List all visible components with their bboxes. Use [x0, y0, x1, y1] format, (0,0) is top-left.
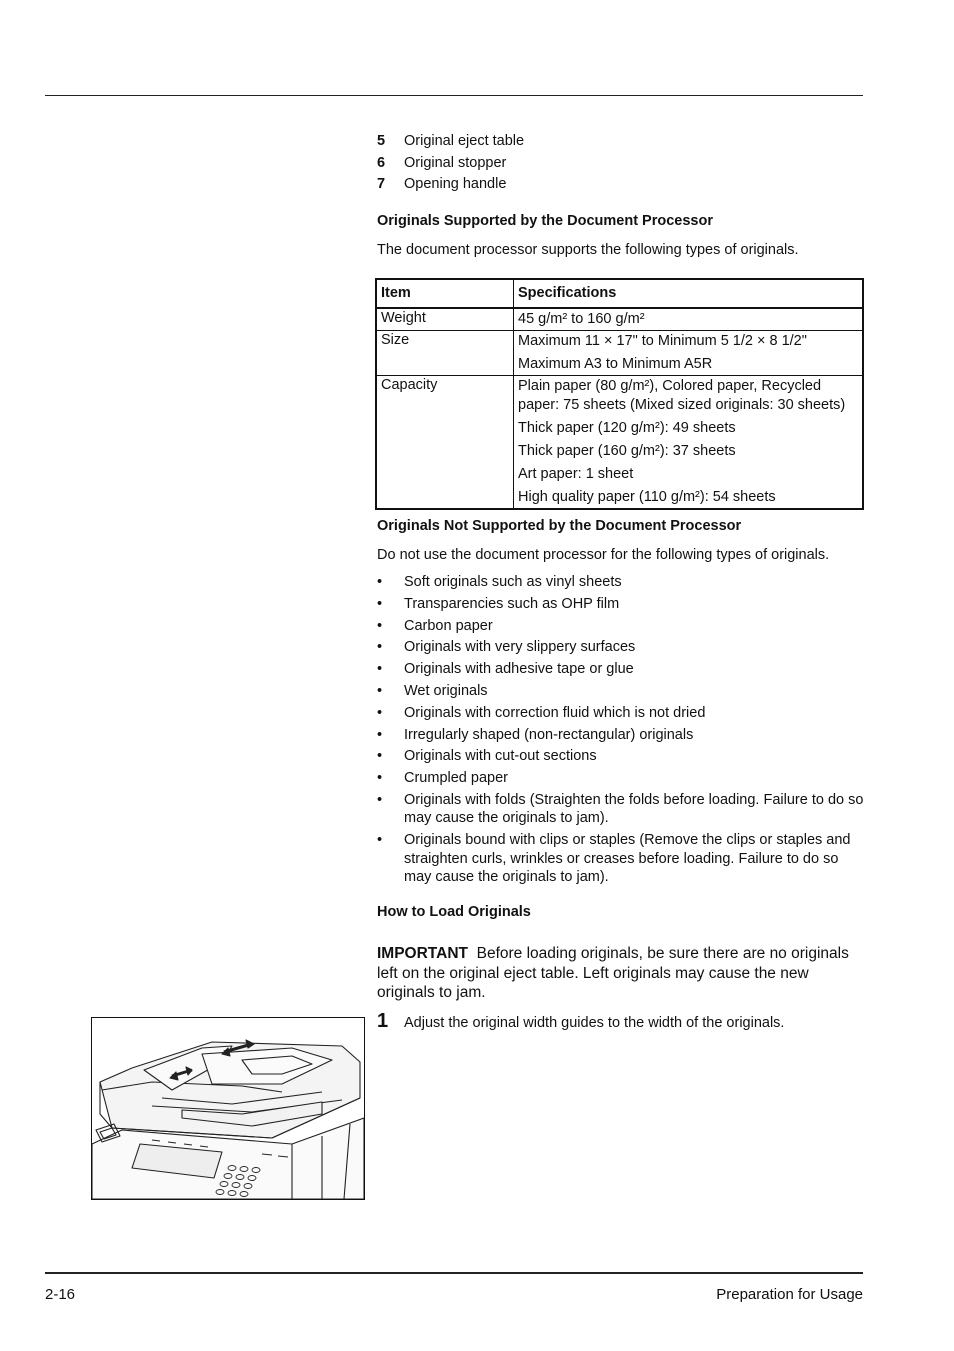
list-item [377, 573, 864, 592]
copier-drawing [92, 1018, 364, 1199]
spec-line: High quality paper (110 g/m²): 54 sheets [518, 489, 776, 505]
bullet: • [377, 595, 383, 612]
list-item-text: Originals with very slippery surfaces [404, 639, 636, 656]
parts-list [377, 131, 524, 196]
list-item [377, 638, 864, 657]
list-item [377, 153, 524, 175]
bullet: • [377, 617, 383, 634]
how-to-load-heading: How to Load Originals [377, 904, 531, 920]
list-item-text: Originals with folds (Straighten the folds before loading. Failure to do so may cause the originals to jam). [404, 791, 864, 827]
bullet: • [377, 770, 383, 787]
list-item [377, 726, 864, 745]
table-cell-specs [514, 376, 864, 510]
item-label: Original eject table [404, 133, 525, 149]
page-number: 2-16 [45, 1286, 76, 1303]
step-number: 1 [377, 1010, 389, 1032]
item-label: Original stopper [404, 154, 507, 171]
list-item-text: Originals with cut-out sections [404, 748, 597, 765]
table-cell-specs [514, 308, 864, 331]
list-item [377, 682, 864, 701]
table-header-row [376, 279, 863, 308]
column-header-specifications: Specifications [514, 279, 864, 308]
supported-intro: The document processor supports the following types of originals. [377, 242, 799, 258]
bullet: • [377, 791, 383, 808]
list-item [377, 831, 864, 887]
list-item-text: Originals with correction fluid which is not dried [404, 704, 706, 721]
spec-line: Maximum A3 to Minimum A5R [518, 356, 713, 372]
spec-line: Thick paper (160 g/m²): 37 sheets [518, 443, 736, 459]
not-supported-list [377, 573, 864, 890]
bullet: • [377, 682, 383, 699]
bullet: • [377, 832, 383, 849]
item-number: 7 [377, 176, 386, 192]
bullet: • [377, 639, 383, 656]
table-cell-specs [514, 331, 864, 376]
list-item [377, 131, 524, 153]
list-item-text: Carbon paper [404, 617, 493, 634]
list-item-text: Soft originals such as vinyl sheets [404, 574, 622, 590]
bullet: • [377, 661, 383, 678]
list-item [377, 791, 864, 828]
list-item [377, 747, 864, 766]
important-note [377, 944, 864, 1003]
spec-table [375, 278, 864, 510]
list-item-text: Irregularly shaped (non-rectangular) originals [404, 726, 694, 743]
spec-line: Art paper: 1 sheet [518, 466, 634, 482]
spec-line: Plain paper (80 g/m²), Colored paper, Recycled paper: 75 sheets (Mixed sized originals: 30 sheets) [518, 378, 846, 413]
section-title: Preparation for Usage [716, 1286, 863, 1303]
important-label: IMPORTANT [377, 945, 468, 962]
table-cell-item: Capacity [376, 376, 514, 510]
list-item [377, 660, 864, 679]
step-1 [377, 1010, 784, 1033]
not-supported-heading: Originals Not Supported by the Document Processor [377, 518, 742, 534]
list-item-text: Originals bound with clips or staples (Remove the clips or staples and straighten curls, wrinkles or creases before loading. Failure to do so may cause the originals to jam). [404, 832, 851, 886]
document-processor-illustration [91, 1017, 365, 1200]
item-number: 6 [377, 154, 386, 171]
bullet: • [377, 704, 383, 721]
table-row [376, 308, 863, 331]
bullet: • [377, 726, 383, 743]
not-supported-intro: Do not use the document processor for the following types of originals. [377, 547, 830, 563]
list-item [377, 595, 864, 614]
bullet: • [377, 574, 383, 590]
footer-rule [45, 1272, 863, 1274]
list-item [377, 769, 864, 788]
list-item [377, 174, 524, 196]
item-number: 5 [377, 133, 386, 149]
supported-heading: Originals Supported by the Document Processor [377, 213, 713, 229]
list-item-text: Crumpled paper [404, 770, 508, 787]
header-rule [45, 95, 863, 96]
list-item [377, 704, 864, 723]
table-row [376, 331, 863, 376]
table-row [376, 376, 863, 510]
table-cell-item: Weight [376, 308, 514, 331]
spec-line: Maximum 11 × 17" to Minimum 5 1/2 × 8 1/2" [518, 333, 807, 349]
spec-line: Thick paper (120 g/m²): 49 sheets [518, 420, 736, 436]
spec-line: 45 g/m² to 160 g/m² [518, 311, 645, 327]
table-cell-item: Size [376, 331, 514, 376]
bullet: • [377, 748, 383, 765]
column-header-item: Item [376, 279, 514, 308]
list-item-text: Transparencies such as OHP film [404, 595, 620, 612]
list-item [377, 617, 864, 636]
list-item-text: Originals with adhesive tape or glue [404, 661, 634, 678]
item-label: Opening handle [404, 176, 507, 192]
list-item-text: Wet originals [404, 682, 488, 699]
important-text: Before loading originals, be sure there are no originals left on the original eject table. Left originals may cause the new originals to jam. [377, 945, 849, 1002]
step-text: Adjust the original width guides to the width of the originals. [404, 1015, 785, 1031]
